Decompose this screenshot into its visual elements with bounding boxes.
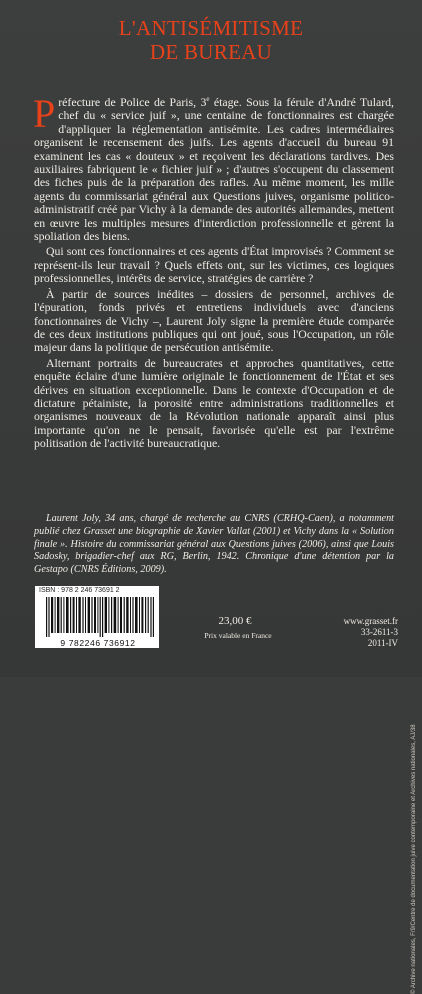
image-credit-text: © Archive nationales, F/9/Centre de documentation juive contemporaine et Archives nationales, AJ/38 [411,724,417,994]
publisher-info [318,616,398,649]
paragraph-4: Alternant portraits de bureaucrates et approches quantitatives, cette enquête éclaire d'une lumière originale le fonctionnement de l'État et ses dérives en situation exceptionnelle. Dans le contexte d'Occupation et de dictature pétainiste, la porosité entre administrations traditionnelles et organismes nouveaux de la Révolution nationale apparaît ainsi plus importante qu'on ne le pensait, favorisée qu'elle est par l'extrême politisation de l'activité bureaucratique. [34,355,394,451]
publisher-site: www.grasset.fr [343,616,398,626]
paragraph-2: Qui sont ces fonctionnaires et ces agents d'État improvisés ? Comment se représent-ils leur travail ? Quels effets ont, sur les victimes, ces logiques professionnelles, intérêts de service, stratégies de carrière ? [34,244,394,286]
paragraph-1-rest: étage. Sous la férule d'André Tulard, chef du « service juif », une centaine de fonctionnaires est chargée d'appliquer la réglementation antisémite. Les cadres intermédiaires organisent le recensement des juifs. Les agents d'accueil du bureau 91 examinent les cas « douteux » et reçoivent les déclarations tardives. Des auxiliaires fabriquent le « fichier juif » ; d'autres s'occupent du classement des fiches puis de la préparation des rafles. Au même moment, les mille agents du commissariat général aux Questions juives, organisme politico-administratif créé par Vichy à la demande des autorités allemandes, mettent en œuvre les multiples mesures d'interdiction professionnelle et gèrent la spoliation des biens. [34,95,394,244]
price: 23,00 € [218,615,252,627]
book-title [0,16,422,64]
paragraph-1-start: réfecture de Police de Paris, 3 [58,95,207,109]
barcode-digits: 9 782246 736912 [60,638,136,648]
paragraph-3: À partir de sources inédites – dossiers de personnel, archives de l'épuration, fonds privés et entretiens individuels avec d'anciens fonctionnaires de Vichy –, Laurent Joly signe la première étude comparée de ces deux institutions publiques qui ont joué, sous l'Occupation, un rôle majeur dans la politique de persécution antisémite. [34,286,394,355]
publisher-code-2: 2011-IV [367,638,398,648]
publisher-code-1: 33-2611-3 [360,627,398,637]
author-bio [34,513,394,577]
blurb [33,91,394,453]
title-line-2: DE BUREAU [149,40,273,64]
title-line-1: L'ANTISÉMITISME [118,16,304,40]
isbn-label: ISBN : 978 2 246 73691 2 [39,587,120,594]
price-note: Prix valable en France [204,631,272,640]
drop-cap: P [33,91,56,136]
image-credit [411,320,419,994]
paragraph-1 [33,91,394,244]
barcode-icon [46,597,156,637]
bio-text: Laurent Joly, 34 ans, chargé de recherche au CNRS (CRHQ-Caen), a notamment publié chez Grasset une biographie de Xavier Vallat (2001) et Vichy dans la « Solution finale ». Histoire du commissariat général aux Questions juives (2006), ainsi que Louis Sadosky, brigadier-chef aux RG, Berlin, 1942. Chronique d'une détention par la Gestapo (CNRS Éditions, 2009). [34,513,394,576]
superscript: e [206,95,210,104]
